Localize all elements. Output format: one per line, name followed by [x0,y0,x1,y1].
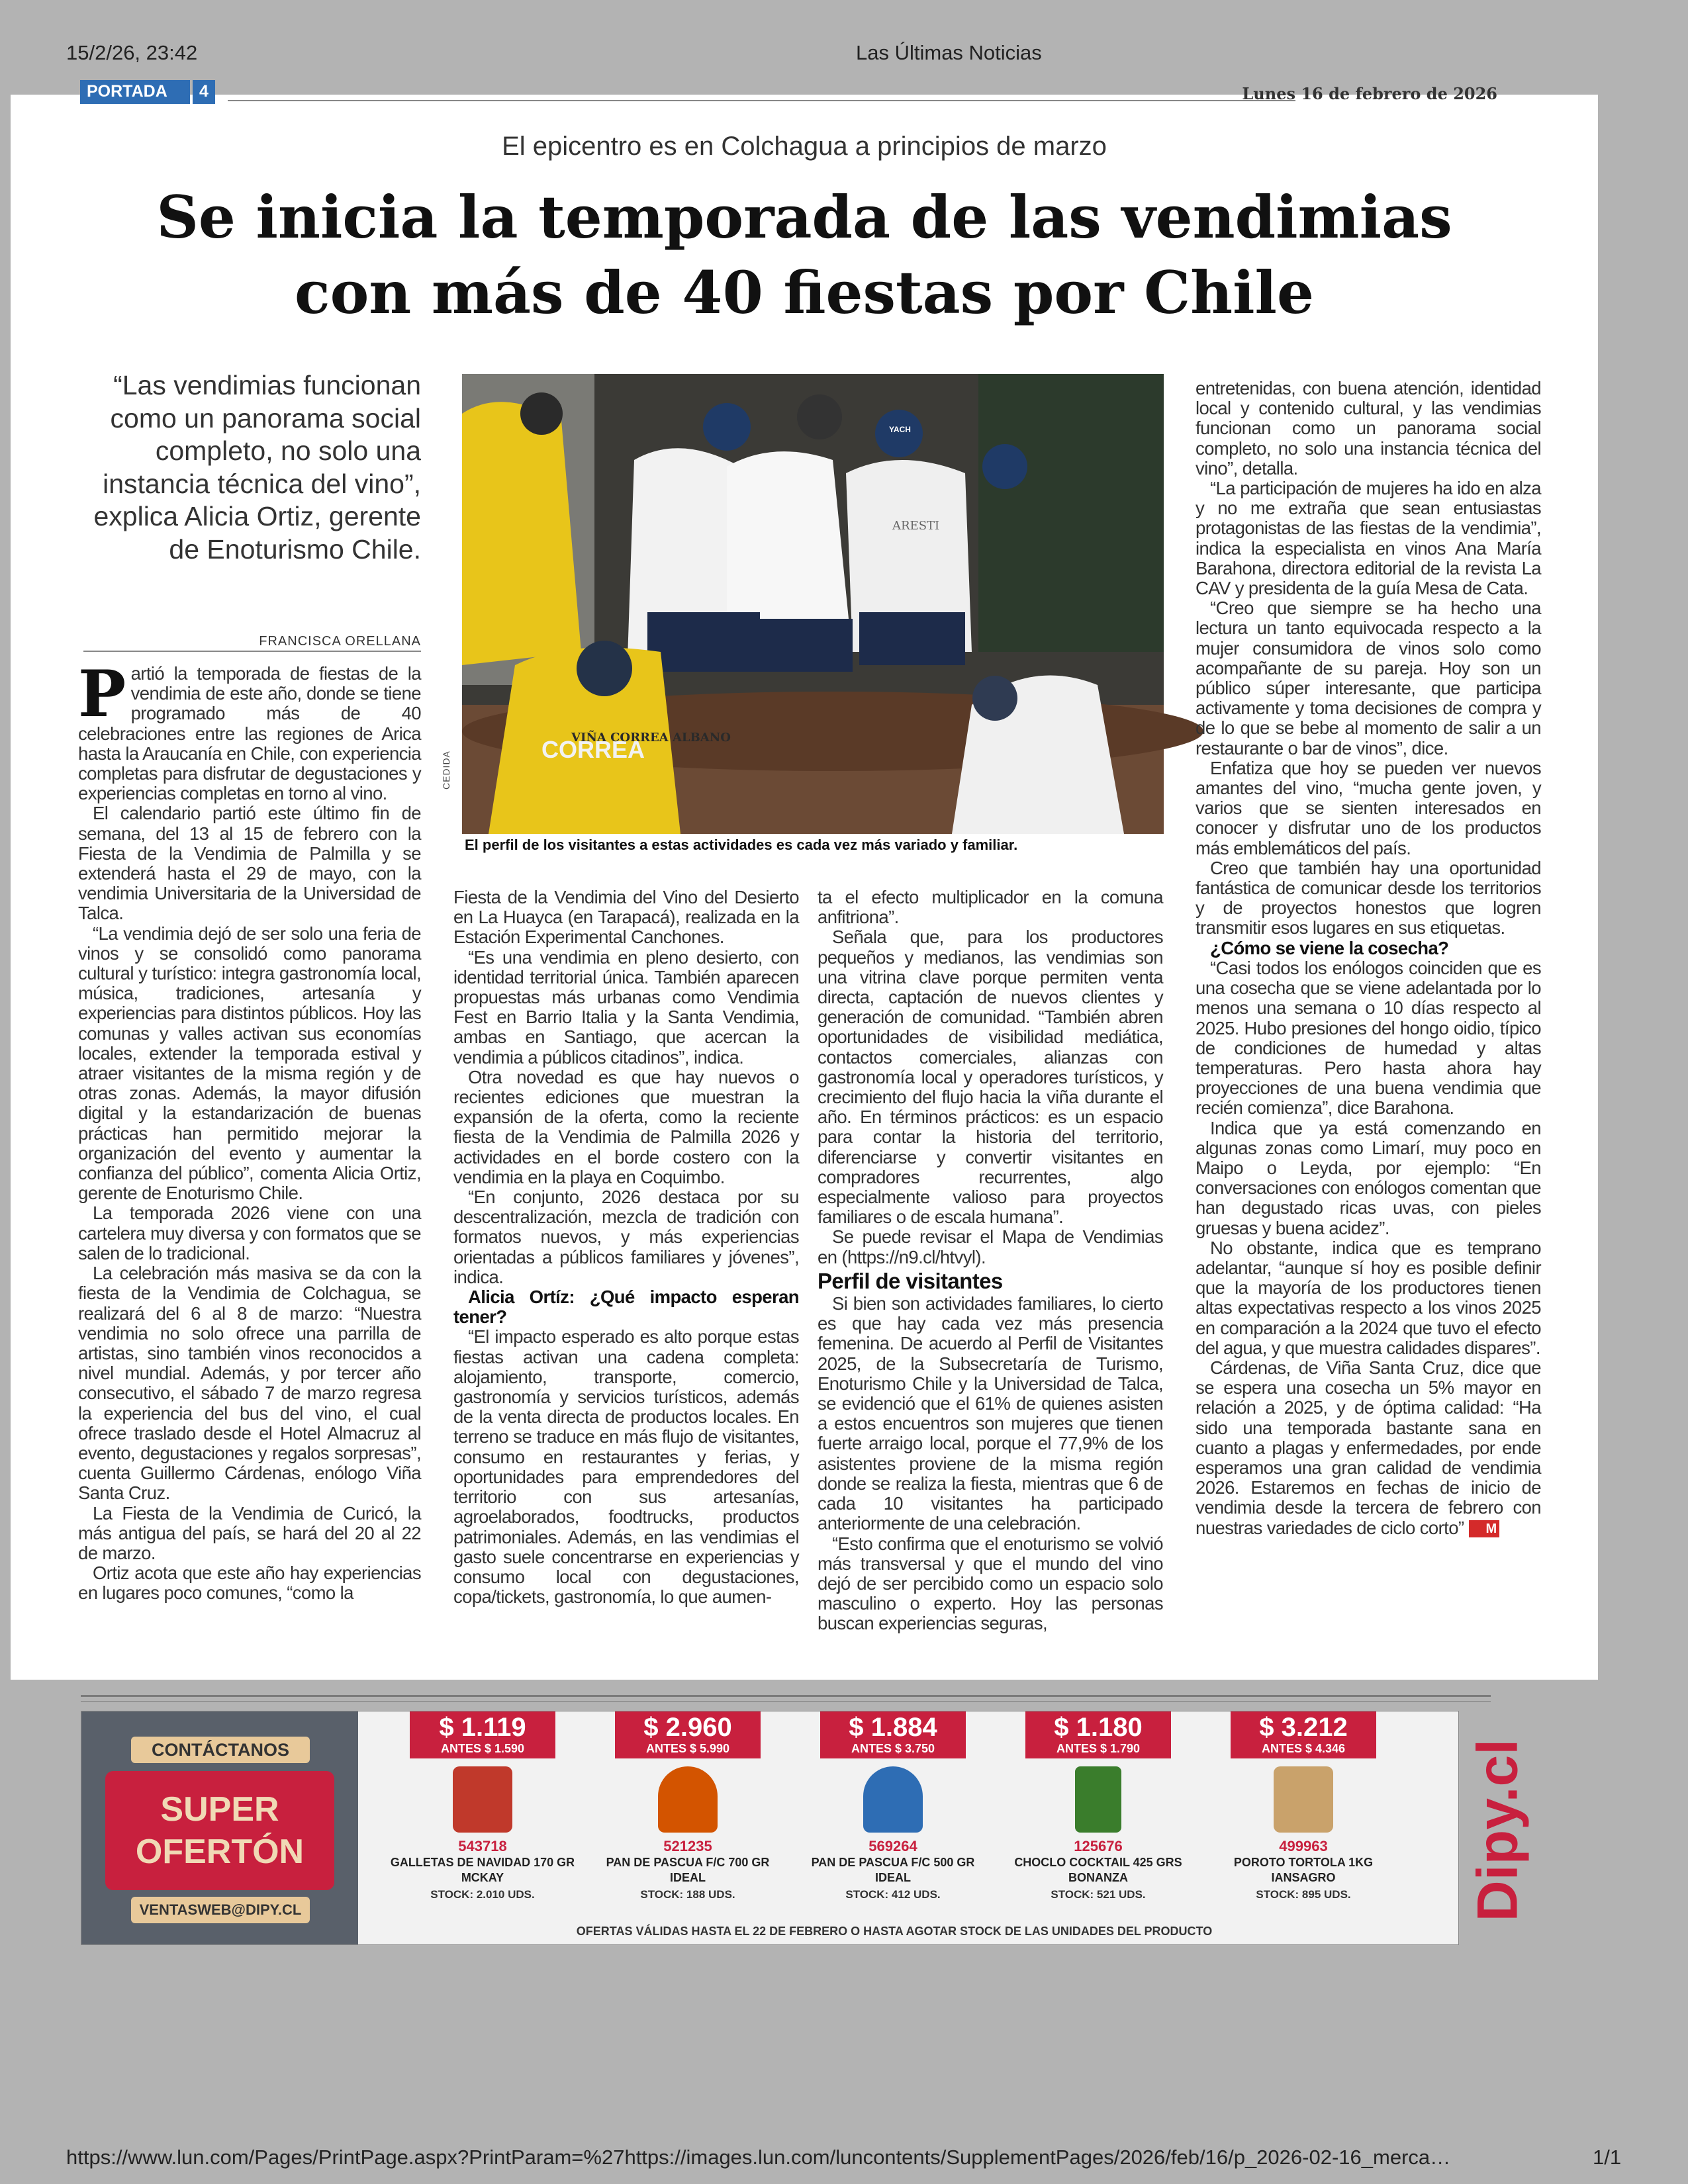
paragraph: Indica que ya está comenzando en algunas zonas como Limarí, muy poco en Maipo o Leyda, por ejemplo: “En conversaciones con enólogos comentan que han degustado ricas uvas, con pieles gruesas y buena acidez”. [1196,1117,1541,1238]
paragraph: “En conjunto, 2026 destaca por su descentralización, mezcla de tradición con formatos nuevos, y más experiencias orientadas a públicos familiares y jóvenes”, indica. [453,1187,799,1287]
product-stock: STOCK: 2.010 UDS. [430,1888,535,1901]
paragraph: entretenidas, con buena atención, identidad local y contenido cultural, y las vendimias funcionan como un panorama social completo, no solo una instancia técnica del vino”, detalla. [1196,378,1541,478]
product-old-price: ANTES $ 1.790 [1025,1742,1171,1758]
page-number: 4 [193,80,215,104]
product-price: $ 3.212 [1231,1711,1376,1742]
article-column-4 [1196,379,1541,1538]
ad-rule [81,1695,1491,1697]
dipy-logo: Dipy.cl [1466,1739,1530,1922]
advertisement[interactable] [81,1711,1530,1945]
paragraph: Se puede revisar el Mapa de Vendimias en (https://n9.cl/htvyl). [818,1226,1163,1267]
paragraph: ta el efecto multiplicador en la comuna anfitriona”. [818,887,1163,928]
product-price: $ 1.884 [820,1711,966,1742]
product-stock: STOCK: 188 UDS. [640,1888,735,1901]
header-rule [228,100,1295,101]
subheading: Perfil de visitantes [818,1268,1003,1293]
paragraph: Partió la temporada de fiestas de la vendimia de este año, donde se tiene programado más de 40 celebraciones entre las regiones de Arica hasta la Araucanía en Chile, con experiencia completas para disfrutar de degustaciones y experiencias completas en torno al vino. [78,657,421,804]
product-stock: STOCK: 521 UDS. [1051,1888,1146,1901]
paragraph: “El impacto esperado es alto porque estas fiestas activan una cadena completa: alojamiento, transporte, comercio, gastronomía y servicios turísticos, además de la venta directa de productos locales. En terreno se traduce en más flujo de visitantes, consumo en restaurantes y ferias, y oportunidades para emprendedores del territorio con sus artesanías, agroelaborados, foodtrucks, productos patrimoniales. Además, en las vendimias el gasto suele concentrarse en experiencias y consumo local con degustaciones, copa/tickets, gastronomía, lo que aumen- [453,1326,799,1608]
product-name: POROTO TORTOLA 1KG [1233,1856,1374,1869]
paragraph: “Esto confirma que el enoturismo se volvió más transversal y que el mundo del vino dejó de ser percibido como un espacio solo masculino o experto. Hoy las personas buscan experiencias seguras, [818,1533,1163,1634]
paragraph: “Casi todos los enólogos coinciden que es una cosecha que se viene adelantada por lo menos una semana o 10 días respecto al 2025. Hubo presiones del hongo oidio, típico de condiciones de humedad y altas temperaturas. Pero hasta ahora hay proyecciones de una buena vendimia que recién comienza”, dice Barahona. [1196,957,1541,1118]
product-name: PAN DE PASCUA F/C 700 GR [606,1856,770,1869]
product-image [1274,1766,1333,1833]
product-image [658,1766,718,1833]
product-brand: MCKAY [461,1871,504,1884]
product-name: CHOCLO COCKTAIL 425 GRS [1014,1856,1182,1869]
ad-validity-note: OFERTAS VÁLIDAS HASTA EL 22 DE FEBRERO O HASTA AGOTAR STOCK DE LAS UNIDADES DEL PRODUCTO [576,1925,1213,1938]
ad-rule [81,1701,1491,1702]
product-stock: STOCK: 895 UDS. [1256,1888,1351,1901]
kicker: El epicentro es en Colchagua a principios de marzo [502,132,1107,161]
paragraph: Ortiz acota que este año hay experiencias en lugares poco comunes, “como la [78,1563,421,1604]
drop-cap: P [78,657,126,731]
product-price: $ 2.960 [615,1711,761,1742]
issue-date: Lunes 16 de febrero de 2026 [1242,84,1497,103]
shirt-label-2: ARESTI [892,519,940,533]
product-image [1075,1766,1121,1833]
product-price: $ 1.180 [1025,1711,1171,1742]
product-old-price: ANTES $ 3.750 [820,1742,966,1758]
product-brand: IANSAGRO [1271,1871,1336,1884]
paragraph: Otra novedad es que hay nuevos o recientes ediciones que muestran la expansión de la oferta, como la reciente fiesta de la Vendimia de Palmilla 2026 y actividades en el borde costero con la vendimia en la playa en Coquimbo. [453,1066,799,1187]
paragraph: “Creo que siempre se ha hecho una lectura un tanto equivocada respecto a la mujer consumidora de vinos solo como acompañante de su pareja. Hoy son un público súper interesante, que participa activamente y toma decisiones de compra y de lo que se bebe al momento de salir a un restaurante o bar de vinos”, dice. [1196,598,1541,758]
subheading: ¿Cómo se viene la cosecha? [1210,937,1449,958]
article-photo [462,374,1164,834]
section-tab [80,80,215,104]
product-image [863,1766,923,1833]
ad-product[interactable] [588,1711,787,1901]
article-column-1 [78,657,421,1604]
end-mark: M [1469,1520,1499,1537]
paragraph: Fiesta de la Vendimia del Vino del Desierto en La Huayca (en Tarapacá), realizada en la Estación Experimental Canchones. [453,887,799,948]
ad-product[interactable] [794,1711,992,1901]
product-code: 543718 [458,1838,507,1854]
paragraph: “Es una vendimia en pleno desierto, con identidad territorial única. También aparecen propuestas más urbanas como Vendimia Fest en Barrio Italia y la Santa Vendimia, ambas en Santiago, que acercan la vendimia a públicos citadinos”, indica. [453,946,799,1068]
headline [11,179,1598,330]
paragraph: Cárdenas, de Viña Santa Cruz, dice que se espera una cosecha un 5% mayor en relación a 2025, y de óptima calidad: “Ha sido una temporada bastante sana en cuanto a plagas y enfermedades, por ende esperamos una gran calidad de vendimia 2026. Estaremos en fechas de inicio de vendimia desde la tercera de febrero con nuestras variedades de ciclo corto” M [1196,1357,1541,1538]
article-column-3 [818,887,1163,1634]
product-code: 569264 [868,1838,917,1854]
barrel-label: CORREA [541,736,645,763]
subheading: Alicia Ortíz: ¿Qué impacto esperan tener? [453,1287,799,1328]
headline-line-1: Se inicia la temporada de las vendimias [156,183,1452,251]
product-name: GALLETAS DE NAVIDAD 170 GR [390,1856,575,1869]
ad-product[interactable] [1204,1711,1403,1901]
product-stock: STOCK: 412 UDS. [845,1888,941,1901]
paragraph: El calendario partió este último fin de semana, del 13 al 15 de febrero con la Fiesta de la Vendimia de Palmilla y se extenderá hasta el 29 de mayo, con la vendimia Universitaria de la Universidad de Talca. [78,803,421,924]
ad-product[interactable] [383,1711,582,1901]
paragraph: No obstante, indica que es temprano adelantar, “aunque sí hoy es posible definir que la mayoría de los productores tienen altas expectativas respecto a los vinos 2025 en comparación a la 2024 que tuvo el efecto del agua, y que muestra calidades dispares”. [1196,1237,1541,1358]
headline-line-2: con más de 40 fiestas por Chile [295,258,1314,327]
product-old-price: ANTES $ 1.590 [410,1742,555,1758]
paragraph: “La vendimia dejó de ser solo una feria de vinos y se consolidó como panorama cultural y turístico: integra gastronomía local, música, tradiciones, artesanía y experiencias para distintos públicos. Hoy las comunas y valles activan sus economías locales, extender la temporada estival y atraer visitantes de la misma región y de otras zonas. Además, la mayor difusión digital y la estandarización de buenas prácticas han permitido mejorar la organización del evento y aumentar la confianza del público”, comenta Alicia Ortiz, gerente de Enoturismo Chile. [78,923,421,1204]
paragraph: La Fiesta de la Vendimia de Curicó, la más antigua del país, se hará del 20 al 22 de marzo. [78,1502,421,1563]
product-brand: IDEAL [670,1871,706,1884]
print-url: https://www.lun.com/Pages/PrintPage.aspx?PrintParam=%27https://images.lun.com/luncontents/SupplementPages/2026/feb/16/p_2026-02-16_merca… [66,2146,1451,2169]
paragraph: Creo que también hay una oportunidad fantástica de comunicar desde los territorios y de proyectos honestos que logren transmitir esos lugares en sus etiquetas. [1196,857,1541,938]
ad-contact-label: CONTÁCTANOS [131,1737,310,1763]
photo-caption: El perfil de los visitantes a estas actividades es cada vez más variado y familiar. [465,837,1018,853]
print-datetime: 15/2/26, 23:42 [66,41,198,64]
product-code: 125676 [1074,1838,1123,1854]
print-page-title: Las Últimas Noticias [856,41,1042,64]
cap-label: YACH [889,425,911,434]
product-price: $ 1.119 [410,1711,555,1742]
ad-offer-panel [81,1711,358,1944]
product-old-price: ANTES $ 4.346 [1231,1742,1376,1758]
ad-product[interactable] [999,1711,1197,1901]
product-brand: BONANZA [1068,1871,1128,1884]
paragraph: Enfatiza que hoy se pueden ver nuevos amantes del vino, “mucha gente joven, y varios que se sienten interesados en conocer y disfrutar uno de los productos más emblemáticos del país. [1196,757,1541,858]
shirt-label-1: VIÑA CORREA ALBANO [571,731,731,745]
photo-credit: CEDIDA [441,751,451,790]
section-name: PORTADA [80,80,190,104]
product-code: 521235 [663,1838,712,1854]
paragraph: La celebración más masiva se da con la fiesta de la Vendimia de Colchagua, se realizará del 6 al 8 de marzo: “Nuestra vendimia no solo ofrece una parrilla de artistas, sino también vinos reconocidos a nivel mundial. Además, y por tercer año consecutivo, el sábado 7 de marzo regresa la experiencia del bus del vino, el cual ofrece traslado desde el Hotel Almacruz al evento, degustaciones y regalos sorpresas”, cuenta Guillermo Cárdenas, enólogo Viña Santa Cruz. [78,1263,421,1504]
paragraph: “La participación de mujeres ha ido en alza y no me extraña que sean entusiastas protagonistas de las fiestas de la vendimia”, indica la especialista en vinos Ana María Barahona, directora editorial de la revista La CAV y presidenta de la guía Mesa de Cata. [1196,478,1541,599]
ad-super-oferton: SUPER OFERTÓN [105,1771,334,1890]
paragraph: Si bien son actividades familiares, lo cierto es que hay cada vez más presencia femenina. De acuerdo al Perfil de Visitantes 2025, de la Subsecretaría de Turismo, Enoturismo Chile y la Universidad de Talca, se evidenció que el 61% de quienes asisten a estos encuentros son mujeres que tienen fuerte arraigo local, porque el 77,9% de los asistentes proviene de la misma región donde se realiza la fiesta, mientras que 6 de cada 10 visitantes ha participado anteriormente de una celebración. [818,1293,1163,1534]
product-code: 499963 [1279,1838,1328,1854]
byline: FRANCISCA ORELLANA [259,634,421,649]
newspaper-page [11,82,1598,1680]
paragraph: Señala que, para los productores pequeños y medianos, las vendimias son una vitrina clave porque permiten venta directa, captación de nuevos clientes y generación de comunidad. “También abren oportunidades de visibilidad mediática, contactos comerciales, alianzas con gastronomía local y operadores turísticos, y crecimiento del flujo hacia la viña durante el año. En términos prácticos: es un espacio para contar la historia del territorio, diferenciarse y convertir visitantes en compradores recurrentes, algo especialmente valioso para proyectos familiares o de escala humana”. [818,927,1163,1228]
product-brand: IDEAL [875,1871,911,1884]
ad-email[interactable]: VENTASWEB@DIPY.CL [131,1897,310,1923]
product-name: PAN DE PASCUA F/C 500 GR [811,1856,975,1869]
byline-rule [83,651,421,652]
product-image [453,1766,512,1833]
product-old-price: ANTES $ 5.990 [615,1742,761,1758]
article-column-2 [453,887,799,1607]
print-page-count: 1/1 [1593,2146,1622,2169]
pull-quote: “Las vendimias funcionan como un panorama social completo, no solo una instancia técnica del vino”, explica Alicia Ortiz, gerente de Enoturismo Chile. [93,370,421,565]
paragraph: La temporada 2026 viene con una cartelera muy diversa y con formatos que se salen de lo tradicional. [78,1203,421,1263]
